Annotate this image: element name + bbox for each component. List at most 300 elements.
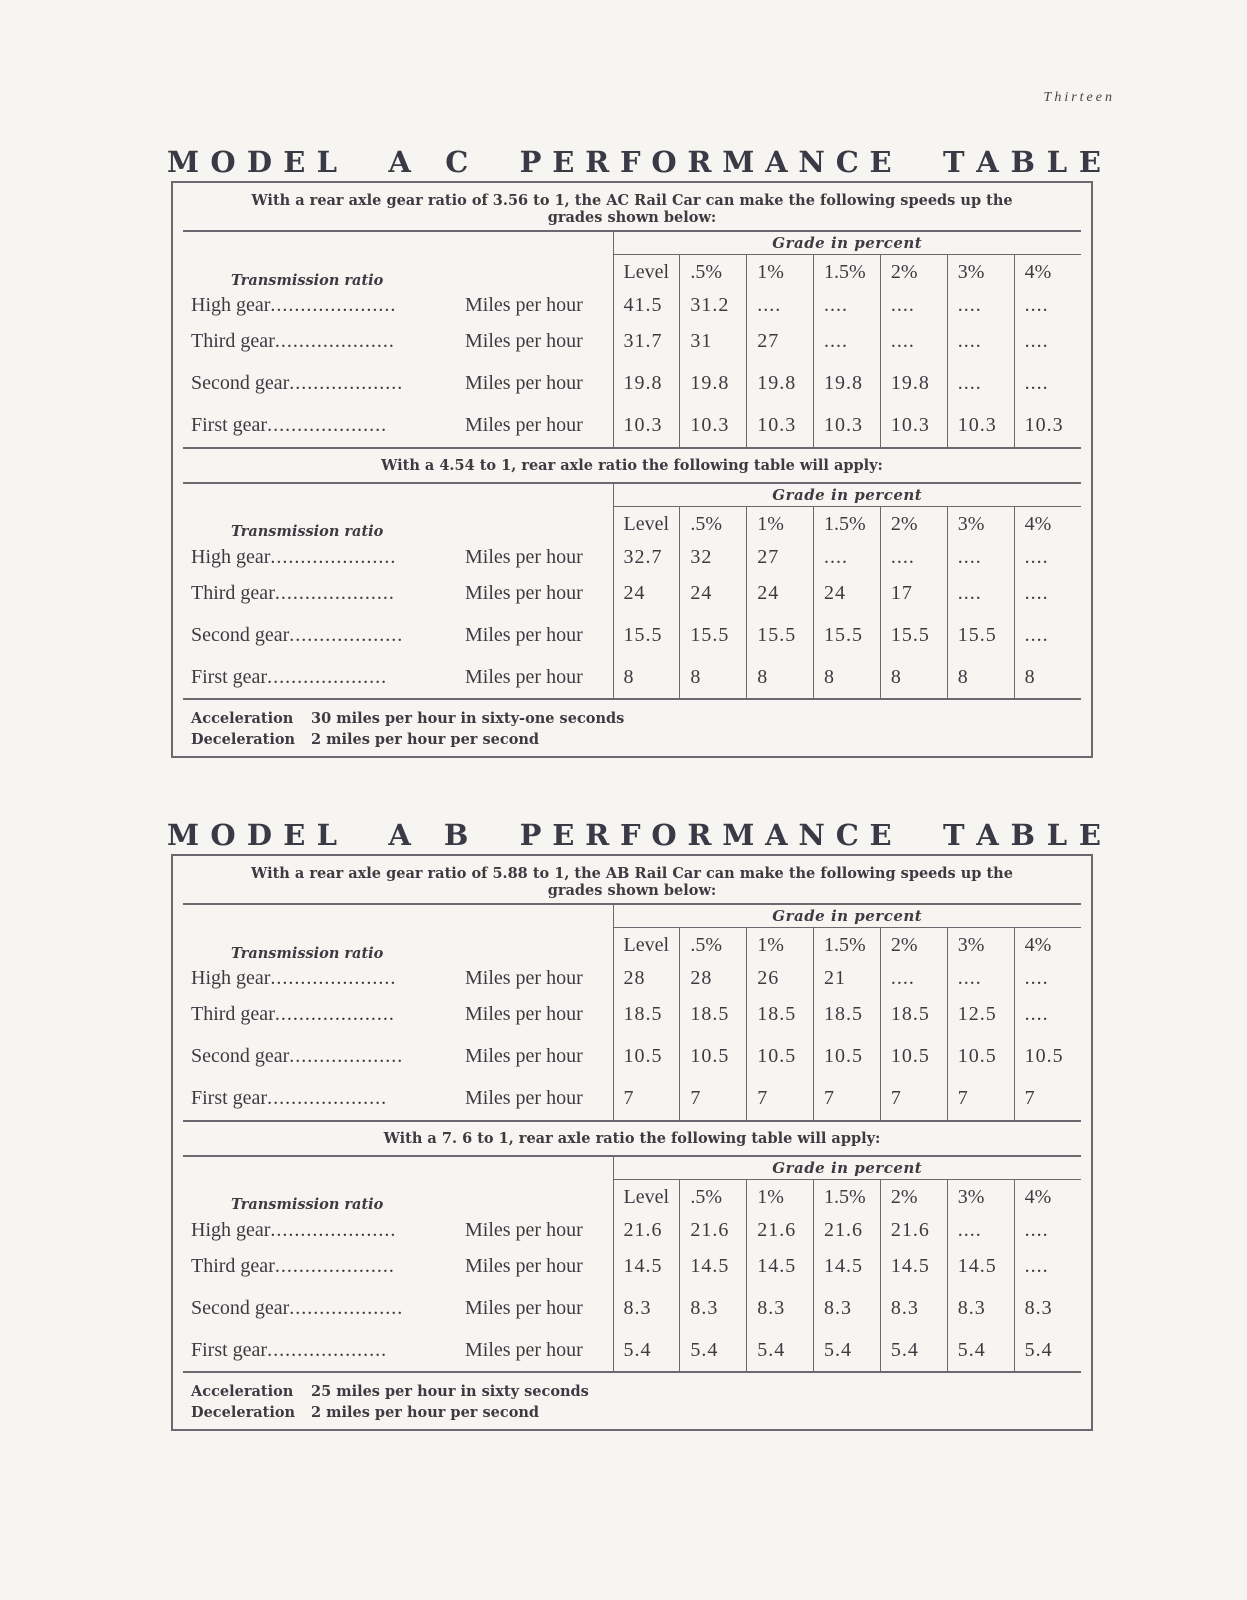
speed-value: 10.3 [880, 405, 947, 447]
heading-letter: D [246, 145, 272, 179]
grade-header-row [183, 232, 1081, 255]
table-row [183, 1245, 1081, 1287]
speed-value: 8.3 [814, 1287, 881, 1329]
speed-value: .... [880, 542, 947, 572]
speed-value: 21.6 [747, 1215, 814, 1245]
speed-value: 32.7 [613, 542, 680, 572]
speed-value: 8 [747, 656, 814, 698]
speed-value: 5.4 [613, 1329, 680, 1371]
grade-column-header: 4% [1024, 261, 1052, 284]
speed-value: 31.7 [613, 321, 680, 363]
leader-dots: .................... [267, 1338, 388, 1361]
gear-label [183, 1329, 453, 1371]
heading-letter: T [942, 818, 965, 852]
speed-value: .... [1024, 1254, 1049, 1277]
speed-value: 14.5 [814, 1245, 881, 1287]
gear-name: Third gear [191, 1003, 275, 1025]
ab-heading-word [388, 818, 468, 852]
gear-name: First gear [191, 1087, 268, 1109]
speed-value: 24 [747, 572, 814, 614]
leader-dots: ................... [289, 372, 404, 394]
empty-cell [183, 905, 453, 928]
grade-column-header: 3% [947, 255, 1014, 291]
speed-value: 18.5 [814, 994, 881, 1036]
speed-value: 18.5 [680, 994, 747, 1036]
speed-value: 8.3 [613, 1287, 680, 1329]
grade-column-header: 1% [747, 255, 814, 291]
heading-letter: A [765, 818, 788, 852]
speed-value: 8.3 [880, 1287, 947, 1329]
ac-table-frame [171, 181, 1093, 758]
leader-dots: ..................... [270, 1218, 397, 1241]
ab-acceleration [191, 1381, 1073, 1402]
speed-value: 14.5 [747, 1245, 814, 1287]
gear-label [183, 1245, 453, 1287]
ac-performance-section [167, 143, 1101, 758]
ab-heading-word [167, 818, 337, 852]
heading-letter: D [246, 818, 272, 852]
heading-letter: O [651, 818, 677, 852]
heading-letter: N [798, 818, 825, 852]
speed-value: .... [814, 321, 881, 363]
speed-value: 27 [747, 542, 814, 572]
heading-letter: E [1078, 145, 1101, 179]
heading-letter: O [651, 145, 677, 179]
transmission-ratio-label: Transmission ratio [231, 523, 384, 540]
page-number: Thirteen [1043, 90, 1115, 105]
heading-letter: C [445, 145, 469, 179]
leader-dots: .................... [274, 330, 395, 352]
heading-letter: R [585, 818, 610, 852]
grade-column-header: .5% [680, 506, 747, 542]
gear-name: High gear [191, 967, 271, 989]
grade-header-row [183, 1157, 1081, 1180]
transmission-ratio-label: Transmission ratio [231, 1196, 384, 1213]
ab-performance-section [167, 816, 1101, 1431]
ab-heading-word [943, 818, 1101, 852]
heading-letter: E [283, 145, 306, 179]
grade-column-header: 3% [947, 506, 1014, 542]
unit-label: Miles per hour [453, 405, 613, 447]
ab-heading-word [520, 818, 892, 852]
gear-label [183, 1078, 453, 1120]
speed-value: 14.5 [947, 1245, 1014, 1287]
gear-name: First gear [191, 414, 268, 436]
speed-value: 7 [814, 1078, 881, 1120]
heading-letter: F [619, 818, 641, 852]
heading-letter: R [687, 818, 712, 852]
gear-name: Second gear [191, 623, 290, 646]
speed-value: 15.5 [814, 614, 881, 656]
speed-value: .... [747, 291, 814, 321]
speed-value: 15.5 [747, 614, 814, 656]
speed-value: .... [947, 291, 1014, 321]
grade-column-header: 1.5% [814, 928, 881, 964]
speed-value: .... [1024, 1003, 1049, 1025]
speed-value: 10.5 [747, 1036, 814, 1078]
speed-value: 8.3 [747, 1287, 814, 1329]
empty-cell [453, 1179, 613, 1215]
grade-column-header: Level [613, 506, 680, 542]
heading-letter: E [1078, 818, 1101, 852]
empty-cell [453, 255, 613, 291]
speed-value: .... [1024, 967, 1049, 989]
leader-dots: ..................... [270, 967, 397, 989]
speed-value: 7 [1024, 1087, 1036, 1109]
acceleration-value: 25 miles per hour in sixty seconds [311, 1383, 589, 1400]
table-row [183, 656, 1081, 698]
speed-value: 5.4 [1024, 1338, 1053, 1361]
speed-value: 7 [680, 1078, 747, 1120]
ab-table-1 [183, 903, 1081, 1120]
ab-table-2 [183, 1155, 1081, 1372]
acceleration-value: 30 miles per hour in sixty-one seconds [311, 710, 625, 727]
deceleration-label: Deceleration [191, 731, 296, 748]
heading-letter: E [869, 145, 892, 179]
heading-letter: C [835, 818, 859, 852]
ab-deceleration [191, 1402, 1073, 1423]
table-row [183, 1215, 1081, 1245]
leader-dots: .................... [274, 1003, 395, 1025]
performance-table [183, 1157, 1081, 1372]
heading-letter: A [388, 145, 411, 179]
ac-heading-word [167, 145, 337, 179]
table-row [183, 1078, 1081, 1120]
empty-cell [453, 484, 613, 507]
heading-letter: L [1046, 145, 1068, 179]
speed-value: .... [1024, 623, 1049, 646]
speed-value: 7 [747, 1078, 814, 1120]
grade-column-header: 4% [1024, 934, 1052, 957]
speed-value: 5.4 [947, 1329, 1014, 1371]
empty-cell [183, 232, 453, 255]
speed-value: 18.5 [613, 994, 680, 1036]
speed-value: 10.5 [613, 1036, 680, 1078]
unit-label: Miles per hour [453, 964, 613, 994]
leader-dots: .................... [274, 581, 395, 604]
speed-value: .... [880, 321, 947, 363]
grade-column-header: Level [613, 255, 680, 291]
gear-name: First gear [191, 665, 268, 688]
ac-table-2 [183, 482, 1081, 699]
heading-letter: M [722, 818, 755, 852]
speed-value: 8 [680, 656, 747, 698]
deceleration-value: 2 miles per hour per second [311, 731, 540, 748]
speed-value: 32 [680, 542, 747, 572]
grade-column-header: 1% [747, 506, 814, 542]
heading-letter: P [519, 818, 542, 852]
ac-footer [183, 698, 1081, 756]
heading-letter: B [1010, 145, 1036, 179]
speed-value: .... [1024, 330, 1049, 352]
table-row [183, 994, 1081, 1036]
speed-value: .... [947, 363, 1014, 405]
speed-value: 5.4 [747, 1329, 814, 1371]
speed-value: 5.4 [880, 1329, 947, 1371]
speed-value: 12.5 [947, 994, 1014, 1036]
speed-value: 8.3 [680, 1287, 747, 1329]
speed-value: 8 [947, 656, 1014, 698]
heading-letter: N [798, 145, 825, 179]
unit-label: Miles per hour [453, 1036, 613, 1078]
gear-label [183, 542, 453, 572]
table-row [183, 405, 1081, 447]
unit-label: Miles per hour [453, 1287, 613, 1329]
heading-letter: A [976, 818, 999, 852]
deceleration-label: Deceleration [191, 1404, 296, 1421]
grade-column-header: 4% [1024, 1185, 1052, 1208]
grade-column-header: .5% [680, 255, 747, 291]
grade-column-header: 1% [747, 928, 814, 964]
grade-header: Grade in percent [613, 905, 1081, 928]
ab-intro: With a rear axle gear ratio of 5.88 to 1, the AB Rail Car can make the following speeds up the grades shown below: [251, 865, 1013, 899]
empty-cell [453, 905, 613, 928]
heading-letter: L [316, 818, 337, 852]
unit-label: Miles per hour [453, 291, 613, 321]
heading-letter: M [167, 818, 200, 852]
speed-value: 28 [613, 964, 680, 994]
gear-label [183, 964, 453, 994]
grade-column-header: 2% [880, 255, 947, 291]
gear-name: Second gear [191, 1045, 290, 1067]
heading-letter: A [388, 818, 411, 852]
table-row [183, 572, 1081, 614]
unit-label: Miles per hour [453, 1329, 613, 1371]
speed-value: .... [947, 1215, 1014, 1245]
table-row [183, 964, 1081, 994]
grade-column-header: 2% [880, 1179, 947, 1215]
gear-label [183, 656, 453, 698]
heading-letter: M [167, 145, 200, 179]
speed-value: 15.5 [613, 614, 680, 656]
unit-label: Miles per hour [453, 363, 613, 405]
heading-letter: F [619, 145, 641, 179]
gear-label [183, 1036, 453, 1078]
speed-value: 31.2 [680, 291, 747, 321]
ac-acceleration [191, 708, 1073, 729]
unit-label: Miles per hour [453, 1245, 613, 1287]
grade-column-header: .5% [680, 1179, 747, 1215]
gear-label [183, 994, 453, 1036]
speed-value: 10.3 [1024, 414, 1064, 436]
grade-column-header: Level [613, 1179, 680, 1215]
performance-table [183, 905, 1081, 1120]
unit-label: Miles per hour [453, 1078, 613, 1120]
ac-deceleration [191, 729, 1073, 750]
unit-label: Miles per hour [453, 321, 613, 363]
deceleration-value: 2 miles per hour per second [311, 1404, 540, 1421]
ac-heading-word [520, 145, 892, 179]
speed-value: 7 [613, 1078, 680, 1120]
grade-column-header: 3% [947, 1179, 1014, 1215]
table-row [183, 614, 1081, 656]
grade-column-header: Level [613, 928, 680, 964]
gear-label [183, 321, 453, 363]
gear-name: First gear [191, 1338, 268, 1361]
unit-label: Miles per hour [453, 994, 613, 1036]
table-row [183, 1036, 1081, 1078]
gear-label [183, 1215, 453, 1245]
column-header-row [183, 928, 1081, 964]
column-header-row [183, 1179, 1081, 1215]
speed-value: 10.3 [613, 405, 680, 447]
grade-header-row [183, 905, 1081, 928]
speed-value: 8.3 [1024, 1296, 1053, 1319]
leader-dots: ..................... [270, 294, 397, 316]
performance-table [183, 484, 1081, 699]
performance-table [183, 232, 1081, 447]
speed-value: .... [1024, 294, 1049, 316]
speed-value: 24 [814, 572, 881, 614]
table-row [183, 363, 1081, 405]
grade-column-header: 1.5% [814, 255, 881, 291]
heading-letter: R [585, 145, 610, 179]
speed-value: 19.8 [613, 363, 680, 405]
speed-value: 14.5 [880, 1245, 947, 1287]
speed-value: 21 [814, 964, 881, 994]
speed-value: 28 [680, 964, 747, 994]
speed-value: 7 [947, 1078, 1014, 1120]
speed-value: 10.5 [880, 1036, 947, 1078]
gear-label [183, 291, 453, 321]
heading-letter: C [835, 145, 859, 179]
speed-value: .... [947, 542, 1014, 572]
speed-value: .... [880, 964, 947, 994]
speed-value: 10.3 [680, 405, 747, 447]
unit-label: Miles per hour [453, 1215, 613, 1245]
gear-name: Third gear [191, 581, 275, 604]
speed-value: .... [1024, 581, 1049, 604]
heading-letter: L [1046, 818, 1068, 852]
speed-value: 10.5 [814, 1036, 881, 1078]
heading-letter: E [552, 818, 575, 852]
leader-dots: ................... [289, 1045, 404, 1067]
grade-column-header: 1% [747, 1179, 814, 1215]
speed-value: .... [947, 964, 1014, 994]
speed-value: 8 [880, 656, 947, 698]
speed-value: 18.5 [747, 994, 814, 1036]
grade-header: Grade in percent [613, 232, 1081, 255]
ac-intro: With a rear axle gear ratio of 3.56 to 1, the AC Rail Car can make the following speeds up the grades shown below: [251, 192, 1013, 226]
speed-value: 26 [747, 964, 814, 994]
speed-value: 10.3 [814, 405, 881, 447]
speed-value: 10.3 [747, 405, 814, 447]
heading-letter: B [1010, 818, 1036, 852]
gear-label [183, 572, 453, 614]
table-row [183, 321, 1081, 363]
leader-dots: .................... [274, 1254, 395, 1277]
speed-value: 10.5 [1024, 1045, 1064, 1067]
heading-letter: O [210, 818, 236, 852]
grade-column-header: 3% [947, 928, 1014, 964]
speed-value: 24 [680, 572, 747, 614]
gear-name: Second gear [191, 372, 290, 394]
gear-label [183, 1287, 453, 1329]
speed-value: .... [880, 291, 947, 321]
empty-cell [183, 1157, 453, 1180]
heading-letter: A [976, 145, 999, 179]
speed-value: 27 [747, 321, 814, 363]
speed-value: 19.8 [880, 363, 947, 405]
speed-value: 18.5 [880, 994, 947, 1036]
gear-name: Second gear [191, 1296, 290, 1319]
heading-letter: E [283, 818, 306, 852]
ac-heading-word [943, 145, 1101, 179]
grade-column-header: 1.5% [814, 506, 881, 542]
speed-value: 8 [1024, 665, 1036, 688]
speed-value: 21.6 [613, 1215, 680, 1245]
heading-letter: A [765, 145, 788, 179]
ac-subtitle: With a 4.54 to 1, rear axle ratio the following table will apply: [183, 447, 1081, 482]
heading-letter: B [443, 818, 469, 852]
heading-letter: T [942, 145, 965, 179]
heading-letter: P [519, 145, 542, 179]
speed-value: 5.4 [680, 1329, 747, 1371]
column-header-row [183, 255, 1081, 291]
speed-value: 15.5 [680, 614, 747, 656]
gear-name: High gear [191, 1218, 271, 1241]
gear-name: Third gear [191, 330, 275, 352]
grade-header: Grade in percent [613, 1157, 1081, 1180]
heading-letter: E [869, 818, 892, 852]
heading-letter: L [316, 145, 337, 179]
acceleration-label: Acceleration [191, 710, 294, 727]
grade-column-header: 2% [880, 506, 947, 542]
speed-value: 14.5 [613, 1245, 680, 1287]
speed-value: 8 [814, 656, 881, 698]
gear-label [183, 614, 453, 656]
speed-value: 15.5 [880, 614, 947, 656]
grade-column-header: 1.5% [814, 1179, 881, 1215]
speed-value: 19.8 [747, 363, 814, 405]
table-row [183, 291, 1081, 321]
speed-value: 21.6 [814, 1215, 881, 1245]
speed-value: 21.6 [880, 1215, 947, 1245]
speed-value: .... [1024, 372, 1049, 394]
gear-label [183, 405, 453, 447]
grade-column-header: 2% [880, 928, 947, 964]
speed-value: 10.3 [947, 405, 1014, 447]
heading-letter: M [722, 145, 755, 179]
gear-name: High gear [191, 294, 271, 316]
speed-value: 15.5 [947, 614, 1014, 656]
leader-dots: .................... [267, 414, 388, 436]
unit-label: Miles per hour [453, 572, 613, 614]
unit-label: Miles per hour [453, 656, 613, 698]
speed-value: 19.8 [814, 363, 881, 405]
speed-value: 7 [880, 1078, 947, 1120]
heading-letter: E [552, 145, 575, 179]
empty-cell [453, 232, 613, 255]
speed-value: .... [814, 291, 881, 321]
speed-value: 5.4 [814, 1329, 881, 1371]
leader-dots: ................... [289, 1296, 404, 1319]
speed-value: 14.5 [680, 1245, 747, 1287]
gear-name: High gear [191, 545, 271, 568]
transmission-ratio-label: Transmission ratio [231, 944, 384, 962]
gear-name: Third gear [191, 1254, 275, 1277]
speed-value: 41.5 [613, 291, 680, 321]
grade-column-header: .5% [680, 928, 747, 964]
ab-subtitle: With a 7. 6 to 1, rear axle ratio the following table will apply: [183, 1120, 1081, 1155]
unit-label: Miles per hour [453, 614, 613, 656]
heading-letter: O [210, 145, 236, 179]
empty-cell [183, 484, 453, 507]
speed-value: 21.6 [680, 1215, 747, 1245]
table-row [183, 542, 1081, 572]
gear-label [183, 363, 453, 405]
speed-value: .... [814, 542, 881, 572]
